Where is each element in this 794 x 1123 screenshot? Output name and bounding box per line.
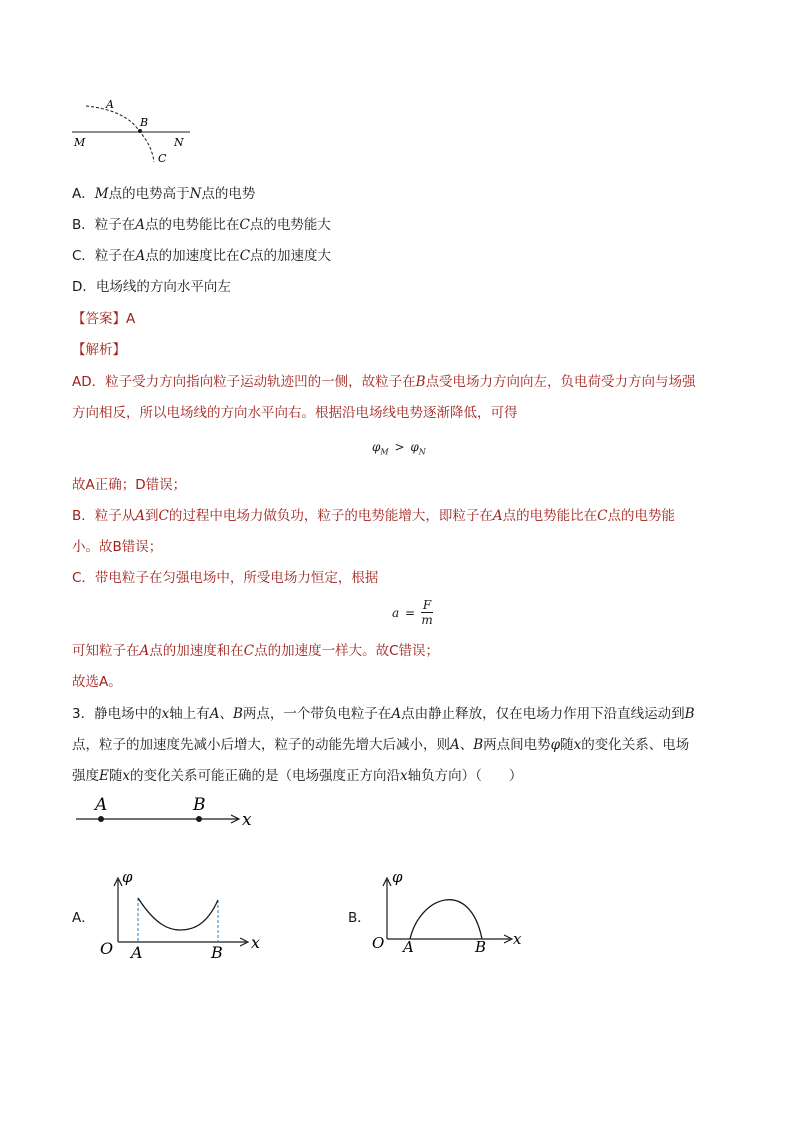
graph-b-curve xyxy=(410,900,482,939)
label-n: N xyxy=(174,136,184,149)
label-b: B xyxy=(140,116,149,129)
graph-a-label-a: A xyxy=(131,943,143,962)
point-a xyxy=(98,816,104,822)
option-b-label: B． xyxy=(348,910,371,926)
axis-label-x: x xyxy=(242,810,252,830)
graph-a-curve xyxy=(138,898,218,930)
option-d: D．电场线的方向水平向左 xyxy=(72,279,231,295)
option-c: C．粒子在A点的加速度比在C点的加速度大 xyxy=(72,248,332,264)
graph-a-label-b: B xyxy=(211,943,223,962)
graph-b-phi-label: φ xyxy=(392,868,403,886)
graph-b-label-x: x xyxy=(513,930,522,948)
analysis-b-line1: B．粒子从A到C的过程中电场力做负功，粒子的电势能增大，即粒子在A点的电势能比在C点的电势能 xyxy=(72,508,675,524)
answer-value: A xyxy=(126,311,136,327)
label-c: C xyxy=(158,152,167,165)
analysis-c-line2: 可知粒子在A点的加速度和在C点的加速度一样大。故C错误； xyxy=(72,643,440,659)
q3-line1: 3．静电场中的x轴上有A、B两点，一个带负电粒子在A点由静止释放，仅在电场力作用下沿直线运动到B xyxy=(72,706,695,722)
point-b xyxy=(196,816,202,822)
point-b xyxy=(138,129,142,133)
answer-label: 【答案】 xyxy=(72,311,126,327)
formula-a-equals-f-over-m: a = $\frac{F}{m}$ xyxy=(392,598,433,627)
label-m: M xyxy=(74,136,86,149)
trajectory-curve xyxy=(86,106,154,162)
option-b: B．粒子在A点的电势能比在C点的电势能大 xyxy=(72,217,331,233)
graph-b-label-b: B xyxy=(475,938,487,956)
option-a-label: A． xyxy=(72,910,95,926)
graph-b-label-a: A xyxy=(403,938,414,956)
q3-line3: 强度E随x的变化关系可能正确的是（电场强度正方向沿x轴负方向）（ ） xyxy=(72,768,523,784)
analysis-b-line2: 小。故B错误； xyxy=(72,539,163,555)
answer xyxy=(72,309,135,329)
q3-line2: 点，粒子的加速度先减小后增大，粒子的动能先增大后减小，则A、B两点间电势φ随x的变化关系、电场 xyxy=(72,737,690,753)
analysis-ad-line2: 方向相反，所以电场线的方向水平向右。根据沿电场线电势逐渐降低，可得 xyxy=(72,405,518,421)
graph-a xyxy=(96,866,266,966)
graph-a-phi-label: φ xyxy=(122,868,133,886)
option-a: A．M点的电势高于N点的电势 xyxy=(72,186,256,202)
axis-label-b: B xyxy=(193,795,206,815)
graph-a-label-x: x xyxy=(251,933,261,952)
axis-label-a: A xyxy=(95,795,108,815)
analysis-c-line1: C．带电粒子在匀强电场中，所受电场力恒定，根据 xyxy=(72,570,379,586)
x-axis-figure xyxy=(70,794,260,834)
analysis-ad-line1: AD．粒子受力方向指向粒子运动轨迹凹的一侧，故粒子在B点受电场力方向向左，负电荷受力方向与场强 xyxy=(72,374,696,390)
analysis-final: 故选A。 xyxy=(72,674,122,690)
graph-a-origin: O xyxy=(100,939,114,958)
trajectory-figure xyxy=(66,96,196,168)
label-a: A xyxy=(106,98,114,111)
graph-b-origin: O xyxy=(372,934,385,952)
formula-phi-compare: $\varphi_M > \varphi_N$ xyxy=(372,440,426,457)
graph-b xyxy=(370,866,530,962)
analysis-ad-conclusion: 故A正确；D错误； xyxy=(72,477,187,493)
analysis-label: 【解析】 xyxy=(72,342,126,358)
